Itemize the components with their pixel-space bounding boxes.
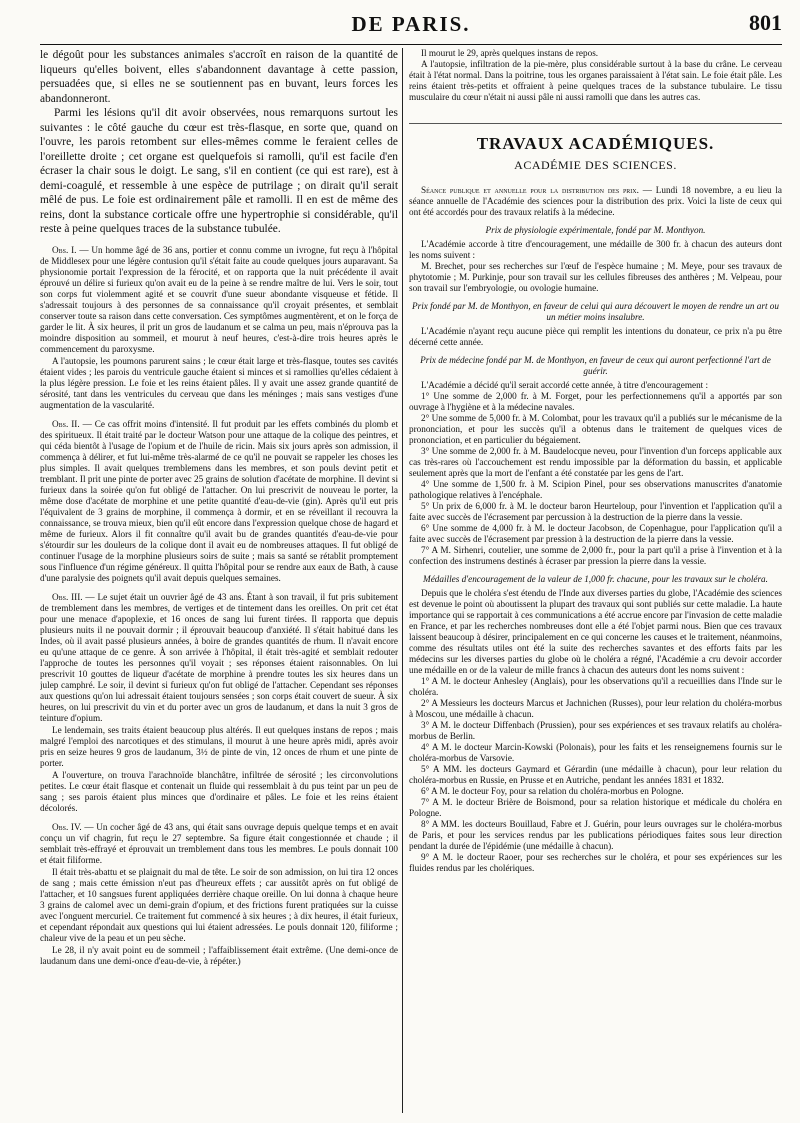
- list-item: 8° A MM. les docteurs Bouillaud, Fabre et J. Guérin, pour leurs ouvrages sur le choléra-morbus de Paris, et pour les services rendus par les publications périodiques faites sous leur direction pendant la durée de l'épidémie (une médaille à chacun).: [409, 819, 782, 851]
- list-item: 1° Une somme de 2,000 fr. à M. Forget, pour les perfectionnemens qu'il a apportés par son ouvrage à l'hygiène et à la médecine navales.: [409, 391, 782, 412]
- observation-3: [40, 592, 398, 814]
- paragraph: L'Académie a décidé qu'il serait accordé cette année, à titre d'encouragement :: [421, 380, 709, 390]
- observation-label: Obs. IV.: [52, 821, 82, 832]
- list-item: 4° A M. le docteur Marcin-Kowski (Polonais), pour les faits et les renseignemens fournis sur le choléra-morbus de Varsovie.: [409, 742, 782, 763]
- paragraph: Parmi les lésions qu'il dit avoir observées, nous remarquons surtout les suivantes : le côté gauche du cœur est très-flasque, en sorte que, quand on l'ouvre, les parois retombent sur elles-mêmes comme le feraient celles de l'oreillette droite ; cet organe est quelquefois si ramolli, qu'il est facile d'en écraser la chair sous le doigt. Le sang, s'il en contient (ce qui est rare), est à demi-coagulé, et ressemble à une espèce de putrilage ; on dirait qu'il serait mêlé de pus. Le foie est ordinairement pâle et ramolli. Il en est de même des reins, dont la substance corticale offre une hypertrophie si considérable, qu'il reste à peine quelques traces de la substance tubulée.: [40, 107, 398, 235]
- paragraph: Séance publique et annuelle pour la distribution des prix. — Lundi 18 novembre, a eu lieu la séance annuelle de l'Académie des sciences pour la distribution des prix. Voici la liste de ceux qui ont été accordés pour des travaux relatifs à la médecine.: [409, 185, 782, 217]
- prize-heading: Médailles d'encouragement de la valeur de 1,000 fr. chacune, pour les travaux sur le choléra.: [423, 574, 768, 584]
- paragraph: A l'autopsie, les poumons parurent sains ; le cœur était large et très-flasque, toutes ses cavités étaient vides ; les parois du ventricule gauche étaient si minces et si ramollies qu'elles cédaient à la plus légère pression. Le foie et les reins étaient pâles. Il y avait une assez grande quantité de sérosité, tant dans les ventricules du cerveau que dans les méninges ; mais sans vestiges d'une augmentation de la vascularité.: [40, 355, 398, 410]
- paragraph: M. Brechet, pour ses recherches sur l'œuf de l'espèce humaine ; M. Meye, pour ses travaux de phytotomie ; M. Purkinje, pour son travail sur les cellules fibreuses des anthères ; M. Velpeau, pour son travail sur l'embryologie, ou ovologie humaine.: [409, 261, 782, 293]
- observation-label: Obs. I.: [52, 244, 77, 255]
- paragraph: Il mourut le 29, après quelques instans de repos.: [421, 48, 599, 58]
- academy-report: [409, 185, 782, 874]
- list-item: 2° A Messieurs les docteurs Marcus et Jachnichen (Russes), pour leur relation du choléra-morbus à Moscou, une médaille à chacun.: [409, 698, 782, 719]
- observation-1: [40, 245, 398, 411]
- seance-label: Séance publique et annuelle pour la distribution des prix.: [421, 185, 639, 195]
- paragraph: Il était très-abattu et se plaignait du mal de tête. Le soir de son admission, on lui tira 12 onces de sang ; mais cette émission n'eut pas d'heureux effets ; car aussitôt après on fut obligé de l'attacher, et 10 sangsues furent appliquées derrière chaque oreille. On lui donna à chaque heure 3 grains de calomel avec un demi-grain d'opium, et des frictions furent pratiquées sur la cuisse avec l'onguent mercuriel. Ce traitement fut commencé à six heures ; à dix heures, il était furieux, et cependant répondait aux questions qui lui étaient adressées. Le pouls donnait 120, filiforme ; chaleur vive de la peau et un peu sèche.: [40, 866, 398, 943]
- paragraph: A l'ouverture, on trouva l'arachnoïde blanchâtre, infiltrée de sérosité ; les circonvolutions petites. Le cœur était flasque et contenait un fluide qui ressemblait à du pus teint par un peu de sang ; ses parois étaient plus minces que d'ordinaire et pâles. Le foie et les reins étaient décolorés.: [40, 769, 398, 813]
- paragraph: le dégoût pour les substances animales s'accroît en raison de la quantité de liqueurs qu'elles boivent, elles s'abandonnent davantage à cette passion, persuadées que, si elles ne se soutiennent pas en buvant, leurs forces les abandonneront.: [40, 49, 398, 105]
- observation-label: Obs. III.: [52, 591, 83, 602]
- list-item: 3° A M. le docteur Diffenbach (Prussien), pour ses expériences et ses travaux relatifs au choléra-morbus de Berlin.: [409, 720, 782, 741]
- list-item: 5° Un prix de 6,000 fr. à M. le docteur baron Heurteloup, pour l'invention et l'application qu'il a faite avec succès de l'écrasement par percussion à la destruction de la pierre dans la vessie.: [409, 501, 782, 522]
- paragraph: Obs. III. — Le sujet était un ouvrier âgé de 43 ans. Étant à son travail, il fut pris subitement de tremblement dans les membres, de vertiges et de tintement dans les oreilles. On prit cet état pour une menace d'apoplexie, et 16 onces de sang lui furent tirées. Il rapporta que depuis plusieurs nuits il ne pouvait dormir ; il éprouvait beaucoup d'anxiété. Il s'était habitué dans les Indes, où il avait passé plusieurs années, à boire de grandes quantités de rhum. Il n'avait encore eu qu'une attaque de ce genre. À son arrivée à l'hôpital, il était très-agité et semblait redouter l'approche de toutes les personnes qu'il voyait ; ses réponses étaient raisonnables. On lui prescrivit 10 gouttes de liqueur d'acétate de morphine à prendre toutes les six heures dans un julep camphré. Le soir, il devint si furieux qu'on fut obligé de l'attacher. Cependant ses réponses aux questions qu'on lui adressait étaient toujours sensées ; son corps était couvert de sueur. À six heures, on lui prescrivit du vin et du porter avec un gros de laudanum, et dans la nuit 3 gros de teinture d'opium.: [40, 591, 398, 723]
- running-title: DE PARIS.: [351, 12, 471, 36]
- list-item: 6° Une somme de 4,000 fr. à M. le docteur Jacobson, de Copenhague, pour l'application qu'il a faite avec succès de l'écrasement par pression à la destruction de la pierre dans la vessie.: [409, 523, 782, 544]
- list-item: 7° A M. Sirhenri, coutelier, une somme de 2,000 fr., pour la part qu'il a prise à l'invention et à la confection des instrumens destinés à écraser par pression la pierre dans la vessie.: [409, 545, 782, 566]
- intro-text: [40, 48, 398, 237]
- list-item: 9° A M. le docteur Raoer, pour ses recherches sur le choléra, et pour ses expériences sur les fluides rendus par les cholériques.: [409, 852, 782, 873]
- prize-heading: Prix de physiologie expérimentale, fondé par M. Monthyon.: [485, 225, 706, 235]
- prize-heading: Prix fondé par M. de Monthyon, en faveur de celui qui aura découvert le moyen de rendre un art ou un métier moins insalubre.: [412, 301, 779, 322]
- list-item: 1° A M. le docteur Anhesley (Anglais), pour les observations qu'il a recueillies dans l'Inde sur le choléra.: [409, 676, 782, 697]
- list-item: 3° Une somme de 2,000 fr. à M. Baudelocque neveu, pour l'invention d'un forceps applicable aux cas très-rares où l'accouchement est rendu impossible par la déformation du bassin, et applicable seulement après que la mort de l'enfant a été constatée par les gens de l'art.: [409, 446, 782, 478]
- paragraph: Depuis que le choléra s'est étendu de l'Inde aux diverses parties du globe, l'Académie des sciences est devenue le point où aboutissent la plupart des travaux qui sont publiés sur cette maladie. La haute importance qui se rapportait à ces communications a été accrue encore par l'invasion de cette maladie en France, et par les recherches nombreuses dont elle a été l'objet parmi nous. Bien que ces travaux laissent beaucoup à désirer, principalement en ce qui concerne les causes et le traitement, néanmoins, comme des résultats utiles ont été la suite des recherches savantes et des efforts faits par les médecins sur les diverses parties du globe où le choléra a régné, l'Académie a cru devoir accorder une médaille en or de la valeur de mille francs à chacun des auteurs dont les noms suivent :: [409, 588, 782, 675]
- observation-4: [40, 822, 398, 967]
- observation-2: [40, 419, 398, 584]
- left-column: [40, 48, 398, 1113]
- paragraph: Le lendemain, ses traits étaient beaucoup plus altérés. Il eut quelques instans de repos ; mais malgré l'emploi des narcotiques et des stimulans, il mourut à une heure après midi, après avoir pris en seize heures 9 gros de laudanum, 3½ de pinte de vin, 12 onces de rhum et une pinte de porter.: [40, 724, 398, 768]
- paragraph: L'Académie n'ayant reçu aucune pièce qui remplit les intentions du donateur, ce prix n'a pu être décerné cette année.: [409, 326, 782, 347]
- list-item: 2° Une somme de 5,000 fr. à M. Colombat, pour les travaux qu'il a publiés sur le mécanisme de la prononciation, et pour les succès qu'il a obtenus dans le traitement de quelques vices de prononciation, et en particulier du bégaiement.: [409, 413, 782, 445]
- paragraph: A l'autopsie, infiltration de la pie-mère, plus considérable surtout à la base du crâne. Le cerveau était à l'état normal. Dans la poitrine, tous les organes paraissaient à l'état sain. Le foie était pâle. Les reins étaient très-petits et offraient à peine quelques traces de la substance tubulaire. Le tissu musculaire du cœur n'était ni aussi pâle ni aussi ramolli que dans les autres cas.: [409, 59, 782, 102]
- paragraph: Le 28, il n'y avait point eu de sommeil ; l'affaiblissement était extrême. (Une demi-once de laudanum dans une demi-once d'eau-de-vie, à répéter.): [40, 944, 398, 966]
- list-item: 6° A M. le docteur Foy, pour sa relation du choléra-morbus en Pologne.: [421, 786, 684, 796]
- list-item: 4° Une somme de 1,500 fr. à M. Scipion Pinel, pour ses observations manuscrites d'anatomie pathologique relatives à l'encéphale.: [409, 479, 782, 500]
- section-title: TRAVAUX ACADÉMIQUES.: [409, 123, 782, 154]
- paragraph: Obs. II. — Ce cas offrit moins d'intensité. Il fut produit par les effets combinés du plomb et des spiritueux. Il était traité par le docteur Watson pour une attaque de la colique des peintres, et qui céda bientôt à l'usage de l'opium et de l'huile de ricin. Mais six jours après son admission, il commença à délirer, et fut lui-même très-alarmé de ce qu'il ne pouvait se rappeler les choses les plus simples. Il avait quelques tremblemens dans les membres, et son pouls devint petit et tremblant. Il prit une pinte de porter avec 25 grains de solution d'acétate de morphine. Il devint si furieux dans la soirée qu'on fut obligé de l'attacher. On lui prescrivit de nouveau le porter, la même dose d'acétate de morphine et une petite quantité d'eau-de-vie (gin). Après qu'il eut pris l'équivalent de 3 grains de morphine, il commença à dormir, et en se réveillant il recouvra la connaissance, se trouva mieux, bien qu'il eût encore dans l'expression quelque chose de hagard et même de furieux. Alors il fit connaître qu'il avait bu de grandes quantités d'eau-de-vie pour s'étourdir sur les douleurs de la colique dont il avait eu de nombreuses attaques. Il fut obligé de continuer l'usage de la morphine plusieurs soirs de suite ; mais sa santé se rétablit promptement sous l'influence d'un régime généreux. Il quitta l'hôpital pour se rendre aux eaux de Bath, à cause d'une paralysie des poignets qu'il avait depuis quelques semaines.: [40, 418, 398, 583]
- column-divider: [402, 48, 403, 1113]
- text-columns: [40, 48, 782, 1113]
- page-header: [40, 0, 782, 45]
- page-number: 801: [749, 10, 782, 35]
- list-item: 5° A MM. les docteurs Gaymard et Gérardin (une médaille à chacun), pour leur relation du choléra-morbus en Russie, en Prusse et en Autriche, pendant les années 1831 et 1832.: [409, 764, 782, 785]
- paragraph: L'Académie accorde à titre d'encouragement, une médaille de 300 fr. à chacun des auteurs dont les noms suivent :: [409, 239, 782, 260]
- section-subtitle: ACADÉMIE DES SCIENCES.: [514, 158, 677, 172]
- paragraph: Obs. I. — Un homme âgé de 36 ans, portier et connu comme un ivrogne, fut reçu à l'hôpital de Middlesex pour une légère contusion qu'il s'était faite au coude quelques jours auparavant. Sa physionomie portait l'expression de la férocité, et on rapporta que la nuit précédente il avait éprouvé un délire si furieux qu'on avait eu de la peine à se rendre maître de lui. Vers le soir, tout son corps fut violemment agité et se couvrit d'une sueur abondante visqueuse et fétide. Il s'adressait toujours à des personnes de sa connaissance qu'il croyait présentes, et semblait conserver toute sa raison dans cette conversation. Ces symptômes augmentèrent, et on le força de garder le lit. À six heures, il prit un gros de laudanum et se calma un peu, mais n'éprouva pas la moindre disposition au sommeil, et mourut à neuf heures, c'est-à-dire trois heures après le commencement du paroxysme.: [40, 244, 398, 354]
- observation-label: Obs. II.: [52, 418, 80, 429]
- prize-heading: Prix de médecine fondé par M. de Monthyon, en faveur de ceux qui auront perfectionné l'art de guérir.: [420, 355, 771, 376]
- right-column: [409, 48, 782, 1113]
- list-item: 7° A M. le docteur Brière de Boismond, pour sa relation historique et médicale du choléra en Pologne.: [409, 797, 782, 818]
- observation-4-continued: [409, 48, 782, 103]
- paragraph: Obs. IV. — Un cocher âgé de 43 ans, qui était sans ouvrage depuis quelque temps et en avait conçu un vif chagrin, fut reçu le 27 septembre. Sa figure était congestionnée et chaude ; il semblait très-effrayé et éprouvait un tremblement dans tous les membres. Le pouls donnait 100 et était filiforme.: [40, 821, 398, 865]
